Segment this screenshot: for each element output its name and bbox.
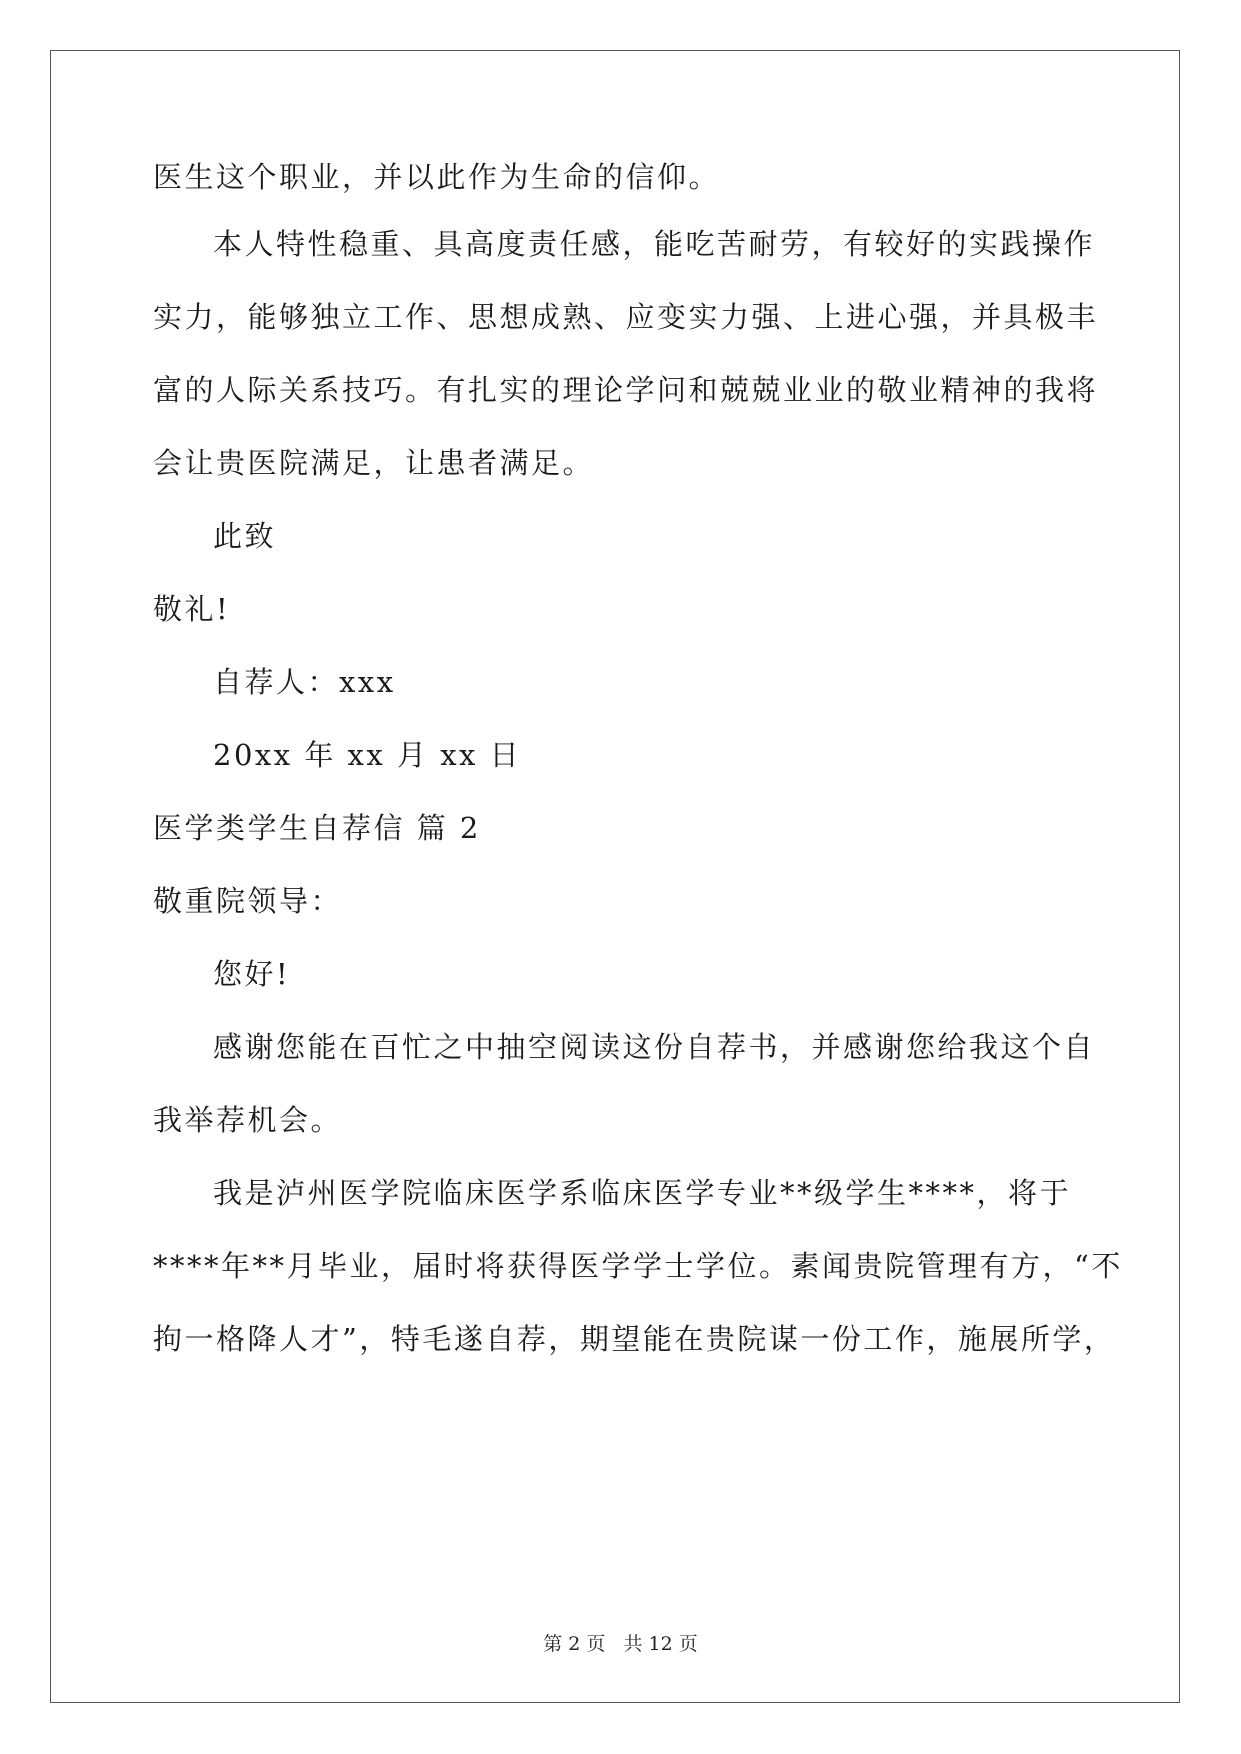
text-line: 拘一格降人才”，特毛遂自荐，期望能在贵院谋一份工作，施展所学，: [153, 1322, 1116, 1356]
paragraph-start: 本人特性稳重、具高度责任感，能吃苦耐劳，有较好的实践操作: [213, 227, 1096, 261]
paragraph-start: 我是泸州医学院临床医学系临床医学专业**级学生****，将于: [213, 1176, 1072, 1210]
page-footer: [0, 1632, 1241, 1656]
greeting-hello: 您好!: [213, 957, 291, 991]
page-number-total: 共 12 页: [623, 1633, 698, 1655]
text-line: ****年**月毕业，届时将获得医学学士学位。素闻贵院管理有方，“不: [153, 1249, 1123, 1283]
text-line: 我举荐机会。: [153, 1103, 343, 1137]
closing-salutation: 此致: [213, 519, 277, 553]
text-line: 医生这个职业，并以此作为生命的信仰。: [153, 160, 721, 194]
page-number-current: 第 2 页: [543, 1633, 606, 1655]
closing-regards: 敬礼!: [153, 592, 231, 626]
text-line: 实力，能够独立工作、思想成熟、应变实力强、上进心强，并具极丰: [153, 300, 1099, 334]
greeting: 敬重院领导：: [153, 884, 343, 918]
paragraph-start: 感谢您能在百忙之中抽空阅读这份自荐书，并感谢您给我这个自: [213, 1030, 1096, 1064]
date-line: 20xx 年 xx 月 xx 日: [213, 738, 522, 772]
text-line: 富的人际关系技巧。有扎实的理论学问和兢兢业业的敬业精神的我将: [153, 373, 1099, 407]
signature-line: 自荐人：xxx: [213, 665, 396, 699]
text-line: 会让贵医院满足，让患者满足。: [153, 446, 595, 480]
section-heading: 医学类学生自荐信 篇 2: [153, 811, 481, 845]
